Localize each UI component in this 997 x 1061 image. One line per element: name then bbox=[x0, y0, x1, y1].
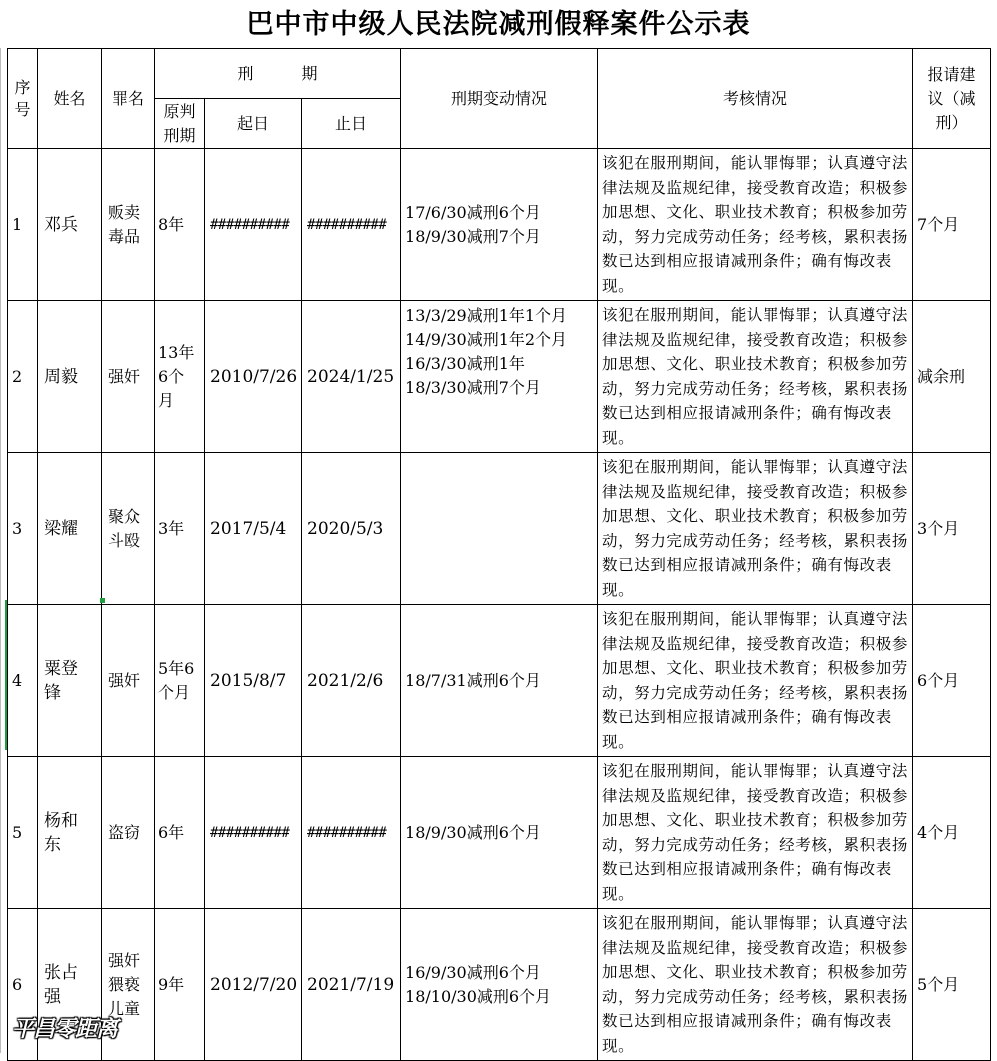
cell-changes bbox=[401, 301, 598, 453]
spreadsheet-gridline bbox=[0, 48, 1, 1053]
cell-end-date: 2021/2/6 bbox=[302, 605, 401, 757]
page-title: 巴中市中级人民法院减刑假释案件公示表 bbox=[246, 9, 751, 40]
change-entry: 18/3/30减刑7个月 bbox=[405, 378, 541, 397]
changes-list bbox=[405, 152, 597, 297]
cell-seq: 1 bbox=[8, 149, 38, 301]
cell-assessment: 该犯在服刑期间，能认罪悔罪；认真遵守法律法规及监规纪律，接受教育改造；积极参加思想、文化、职业技术教育；积极参加劳动，努力完成劳动任务；经考核，累积表扬数已达到相应报请减刑条件；确有悔改表现。 bbox=[598, 301, 913, 453]
table-row bbox=[8, 301, 991, 453]
header-original-term: 原判刑期 bbox=[155, 99, 205, 149]
cell-changes bbox=[401, 605, 598, 757]
change-entry: 18/9/30减刑7个月 bbox=[405, 226, 541, 246]
change-entry: 17/6/30减刑6个月 bbox=[405, 202, 541, 222]
header-start-date: 起日 bbox=[205, 99, 302, 149]
cell-recommendation: 4个月 bbox=[913, 757, 991, 909]
cell-seq: 6 bbox=[8, 909, 38, 1061]
cell-crime: 强奸 bbox=[102, 301, 155, 453]
cell-name: 邓兵 bbox=[38, 149, 102, 301]
cell-original-term: 13年6个月 bbox=[155, 301, 205, 453]
header-name: 姓名 bbox=[38, 49, 102, 149]
cell-end-date: 2020/5/3 bbox=[302, 453, 401, 605]
cell-name: 周毅 bbox=[38, 301, 102, 453]
cell-name: 粟登锋 bbox=[38, 605, 102, 757]
changes-list bbox=[405, 608, 597, 753]
change-entry: 14/9/30减刑1年2个月 bbox=[405, 330, 568, 349]
change-entry: 16/3/30减刑1年 bbox=[405, 354, 525, 373]
header-assessment: 考核情况 bbox=[598, 49, 913, 149]
cell-crime: 盗窃 bbox=[102, 757, 155, 909]
cell-end-date: 2021/7/19 bbox=[302, 909, 401, 1061]
cell-changes bbox=[401, 149, 598, 301]
cell-crime: 强奸 bbox=[102, 605, 155, 757]
table-row bbox=[8, 605, 991, 757]
cell-original-term: 9年 bbox=[155, 909, 205, 1061]
change-entry: 18/7/31减刑6个月 bbox=[405, 670, 541, 690]
cell-start-date: 2017/5/4 bbox=[205, 453, 302, 605]
cell-end-date: ########## bbox=[302, 149, 401, 301]
cell-crime: 强奸猥亵儿童 bbox=[102, 909, 155, 1061]
cell-original-term: 3年 bbox=[155, 453, 205, 605]
cell-assessment: 该犯在服刑期间，能认罪悔罪；认真遵守法律法规及监规纪律，接受教育改造；积极参加思想、文化、职业技术教育；积极参加劳动，努力完成劳动任务；经考核，累积表扬数已达到相应报请减刑条件；确有悔改表现。 bbox=[598, 453, 913, 605]
change-entry: 13/3/29减刑1年1个月 bbox=[405, 306, 568, 325]
cell-original-term: 5年6个月 bbox=[155, 605, 205, 757]
cell-start-date: 2015/8/7 bbox=[205, 605, 302, 757]
cell-fill-handle bbox=[100, 598, 105, 603]
cell-crime: 聚众斗殴 bbox=[102, 453, 155, 605]
changes-list bbox=[405, 304, 597, 449]
header-changes: 刑期变动情况 bbox=[401, 49, 598, 149]
cell-changes bbox=[401, 453, 598, 605]
table-row bbox=[8, 453, 991, 605]
cell-assessment: 该犯在服刑期间，能认罪悔罪；认真遵守法律法规及监规纪律，接受教育改造；积极参加思想、文化、职业技术教育；积极参加劳动，努力完成劳动任务；经考核，累积表扬数已达到相应报请减刑条件；确有悔改表现。 bbox=[598, 149, 913, 301]
header-crime: 罪名 bbox=[102, 49, 155, 149]
cell-start-date: ########## bbox=[205, 149, 302, 301]
changes-list bbox=[405, 456, 597, 601]
cell-start-date: 2010/7/26 bbox=[205, 301, 302, 453]
cell-name: 杨和东 bbox=[38, 757, 102, 909]
table-row bbox=[8, 909, 991, 1061]
cell-name: 梁耀 bbox=[38, 453, 102, 605]
cell-assessment: 该犯在服刑期间，能认罪悔罪；认真遵守法律法规及监规纪律，接受教育改造；积极参加思想、文化、职业技术教育；积极参加劳动，努力完成劳动任务；经考核，累积表扬数已达到相应报请减刑条件；确有悔改表现。 bbox=[598, 605, 913, 757]
cell-recommendation: 减余刑 bbox=[913, 301, 991, 453]
cell-seq: 5 bbox=[8, 757, 38, 909]
header-end-date: 止日 bbox=[302, 99, 401, 149]
cell-original-term: 8年 bbox=[155, 149, 205, 301]
cell-recommendation: 3个月 bbox=[913, 453, 991, 605]
cell-name: 张占强 bbox=[38, 909, 102, 1061]
changes-list bbox=[405, 912, 597, 1057]
header-recommendation: 报请建议（减刑） bbox=[913, 49, 991, 149]
watermark-logo: 平昌零距离 bbox=[12, 1017, 118, 1042]
cell-changes bbox=[401, 757, 598, 909]
change-entry: 18/9/30减刑6个月 bbox=[405, 822, 541, 842]
cell-changes bbox=[401, 909, 598, 1061]
table-row bbox=[8, 757, 991, 909]
change-entry: 18/10/30减刑6个月 bbox=[405, 986, 552, 1006]
table-row bbox=[8, 149, 991, 301]
changes-list bbox=[405, 760, 597, 905]
header-seq: 序号 bbox=[8, 49, 38, 149]
cell-assessment: 该犯在服刑期间，能认罪悔罪；认真遵守法律法规及监规纪律，接受教育改造；积极参加思想、文化、职业技术教育；积极参加劳动，努力完成劳动任务；经考核，累积表扬数已达到相应报请减刑条件；确有悔改表现。 bbox=[598, 757, 913, 909]
cell-start-date: ########## bbox=[205, 757, 302, 909]
cell-recommendation: 6个月 bbox=[913, 605, 991, 757]
cell-original-term: 6年 bbox=[155, 757, 205, 909]
cell-seq: 3 bbox=[8, 453, 38, 605]
header-term-group: 刑 期 bbox=[155, 49, 401, 99]
cell-end-date: 2024/1/25 bbox=[302, 301, 401, 453]
cell-crime: 贩卖毒品 bbox=[102, 149, 155, 301]
row-selection-marker bbox=[5, 600, 7, 750]
cell-recommendation: 5个月 bbox=[913, 909, 991, 1061]
cell-end-date: ########## bbox=[302, 757, 401, 909]
cell-seq: 2 bbox=[8, 301, 38, 453]
cell-recommendation: 7个月 bbox=[913, 149, 991, 301]
commutation-table bbox=[7, 48, 991, 1061]
cell-seq: 4 bbox=[8, 605, 38, 757]
change-entry: 16/9/30减刑6个月 bbox=[405, 962, 541, 982]
cell-start-date: 2012/7/20 bbox=[205, 909, 302, 1061]
cell-assessment: 该犯在服刑期间，能认罪悔罪；认真遵守法律法规及监规纪律，接受教育改造；积极参加思想、文化、职业技术教育；积极参加劳动，努力完成劳动任务；经考核，累积表扬数已达到相应报请减刑条件；确有悔改表现。 bbox=[598, 909, 913, 1061]
